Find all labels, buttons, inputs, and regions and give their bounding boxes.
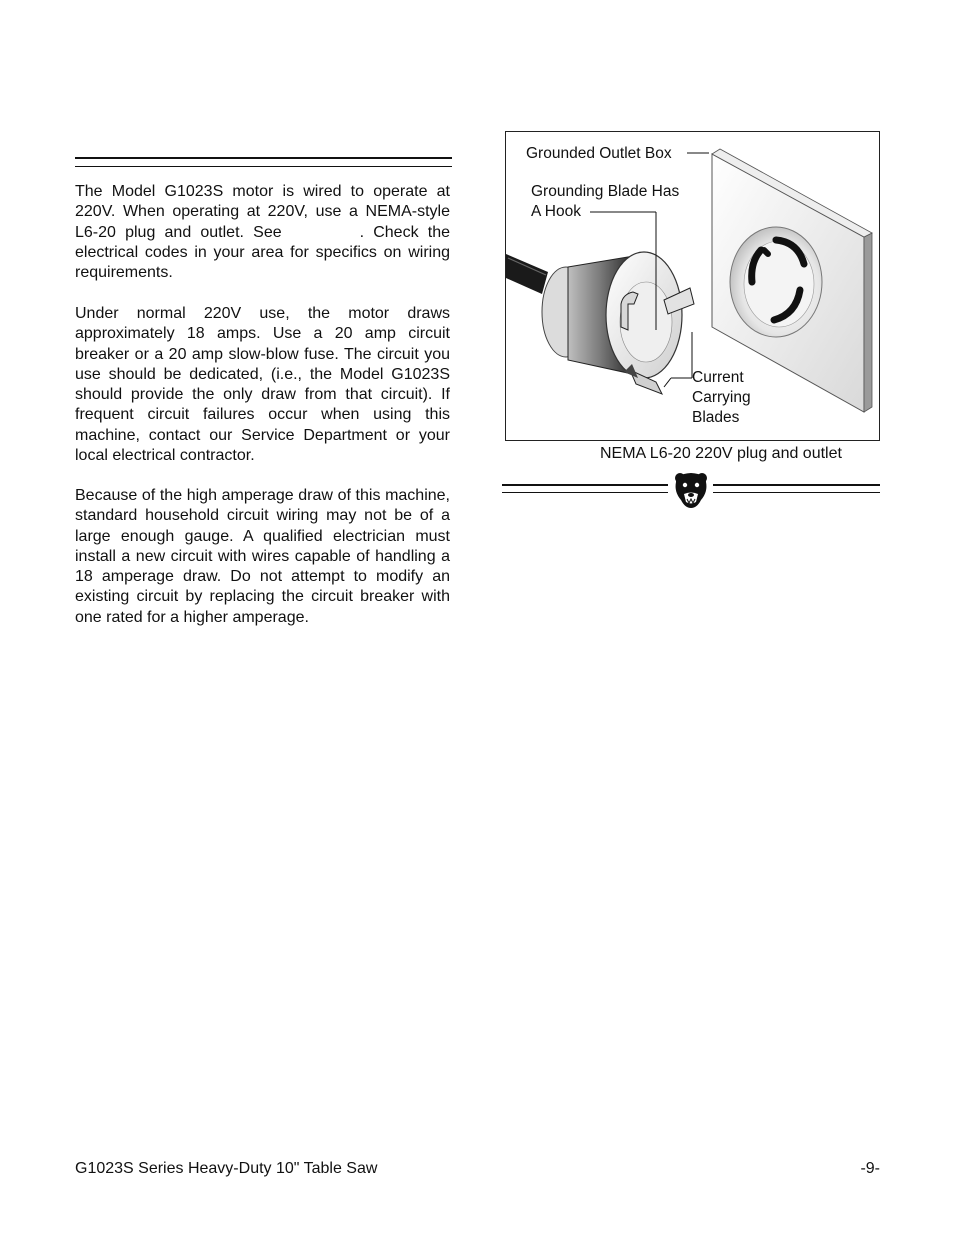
footer-title: G1023S Series Heavy-Duty 10" Table Saw xyxy=(75,1160,378,1177)
paragraph-amperage: Under normal 220V use, the motor draws approximately 18 amps. Use a 20 amp circuit breaker or a 20 amp slow-blow fuse. The circuit you use should be dedicated, (i.e., the Model G1023S should provide the only draw from that circuit). If frequent circuit failures occur when using this machine, contact our Service Department or your local electrical contractor. xyxy=(75,305,450,465)
section-rule-bottom xyxy=(75,166,452,167)
divider-left-thin xyxy=(502,492,668,493)
paragraph-voltage-text-b: . Check the electrical codes in your area for specifics on wiring requirements. xyxy=(75,223,450,282)
divider-left-thick xyxy=(502,484,668,486)
section-rule-top xyxy=(75,157,452,159)
page-number: -9- xyxy=(860,1160,880,1177)
label-grounded-outlet-box: Grounded Outlet Box xyxy=(526,145,672,162)
label-current-blades-line1: Current xyxy=(692,369,744,386)
paragraph-voltage xyxy=(75,182,450,283)
paragraph-voltage-text-a: The Model G1023S motor is wired to operate at 220V. When operating at 220V, use a NEMA-style L6-20 plug and outlet. See xyxy=(75,183,450,241)
label-current-blades-line3: Blades xyxy=(692,409,740,426)
divider-right-thick xyxy=(713,484,880,486)
label-grounding-blade-line2: A Hook xyxy=(531,203,581,220)
divider-right-thin xyxy=(713,492,880,493)
plug-outlet-figure xyxy=(505,131,880,441)
figure-caption: NEMA L6-20 220V plug and outlet xyxy=(600,445,842,462)
label-grounding-blade-line1: Grounding Blade Has xyxy=(531,183,680,200)
label-current-blades-line2: Carrying xyxy=(692,389,751,406)
paragraph-circuit-wiring: Because of the high amperage draw of this machine, standard household circuit wiring may not be of a large enough gauge. A qualified electrician must install a new circuit with wires capable of handling a 18 amperage draw. Do not attempt to modify an existing circuit by replacing the circuit breaker with one rated for a higher amperage. xyxy=(75,487,450,626)
bear-logo-icon xyxy=(671,470,711,510)
